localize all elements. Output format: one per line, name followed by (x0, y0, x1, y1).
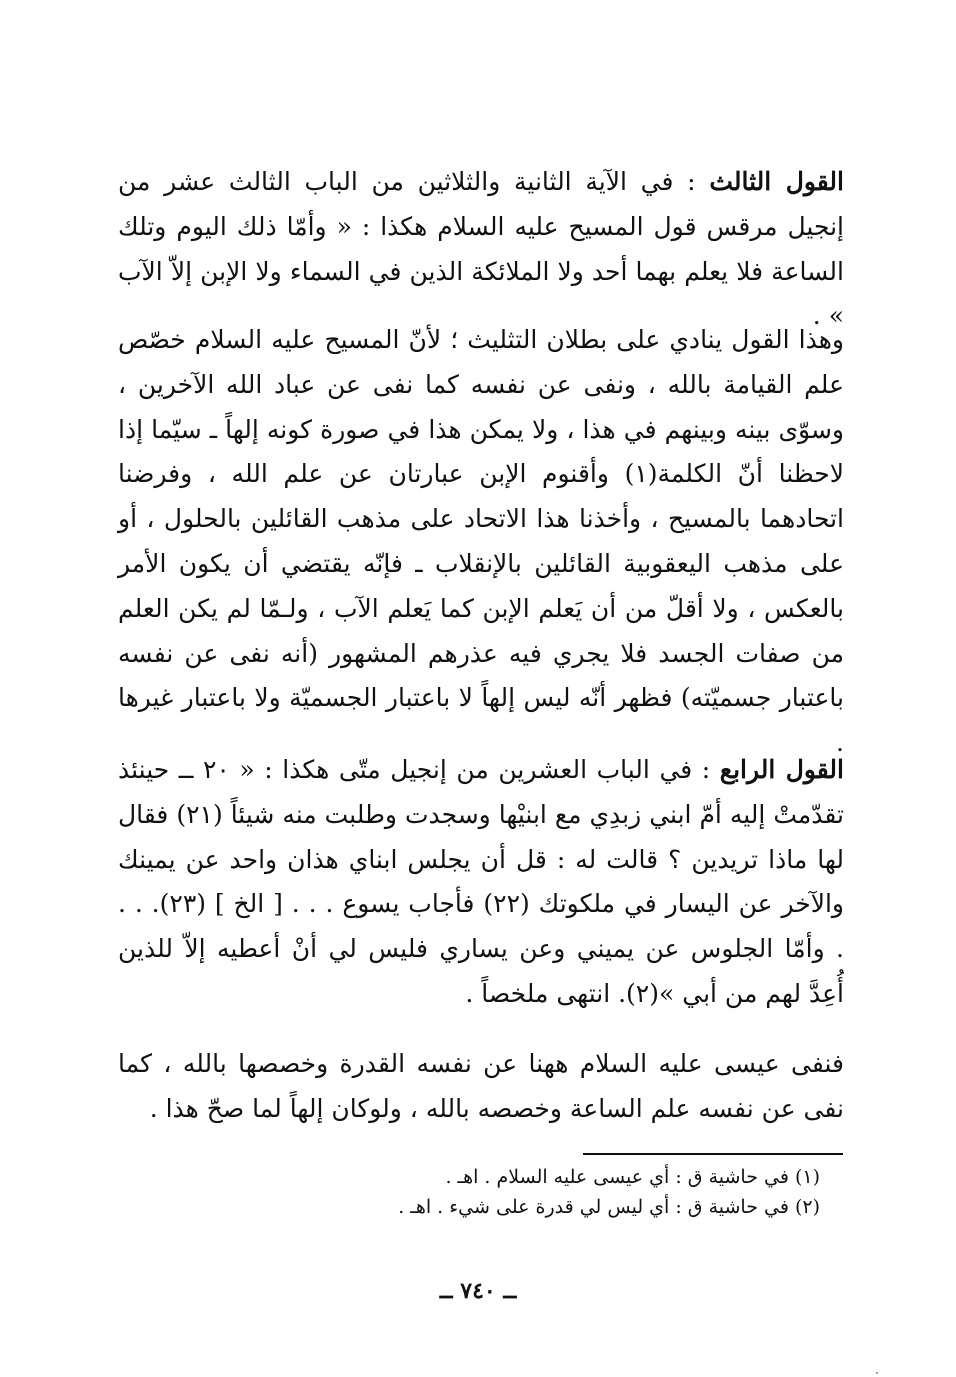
paragraph-third-saying (118, 160, 844, 339)
paragraph-text: فنفى عيسى عليه السلام ههنا عن نفسه القدرة وخصصها بالله ، كما نفى عن نفسه علم الساعة وخصصه بالله ، ولوكان إلهاً لما صحّ هذا . (118, 1049, 844, 1123)
footnotes (300, 1162, 820, 1222)
paragraph-text: : في الآية الثانية والثلاثين من الباب الثالث عشر من إنجيل مرقس قول المسيح عليه السلام هكذا : « وأمّا ذلك اليوم وتلك الساعة فلا يعلم بهما أحد ولا الملائكة الذين في السماء ولا الإبن إلاّ الآب » . (118, 167, 844, 331)
paragraph-body (118, 748, 844, 1017)
page-number: ــ ٧٤٠ ــ (439, 1278, 517, 1304)
footnote-2: (٢) في حاشية ق : أي ليس لي قدرة على شيء . اهـ . (398, 1196, 820, 1218)
section-heading: القول الثالث (709, 167, 844, 196)
paragraph-text: وهذا القول ينادي على بطلان التثليث ؛ لأنّ المسيح عليه السلام خصّص علم القيامة بالله ، ونفى عن نفسه كما نفى عن عباد الله الآخرين ، وسوّى بينه وبينهم في هذا ، ولا يمكن هذا في صورة كونه إلهاً ـ سيّما إذا لاحظنا أنّ الكلمة(١) وأقنوم الإبن عبارتان عن علم الله ، وفرضنا اتحادهما بالمسيح ، وأخذنا هذا الاتحاد على مذهب القائلين بالحلول ، أو على مذهب اليعقوبية القائلين بالإنقلاب ـ فإنّه يقتضي أن يكون الأمر بالعكس ، ولا أقلّ من أن يَعلم الإبن كما يَعلم الآب ، ولـمّا لم يكن العلم من صفات الجسد فلا يجري فيه عذرهم المشهور (أنه نفى عن نفسه باعتبار جسميّته) فظهر أنّه ليس إلهاً لا باعتبار الجسميّة ولا باعتبار غيرها . (118, 325, 844, 758)
footnote-divider (583, 1153, 843, 1155)
section-heading: القول الرابع (719, 755, 844, 784)
paragraph-fourth-saying (118, 748, 844, 1017)
scan-artifact (876, 1372, 878, 1374)
footnote-1: (١) في حاشية ق : أي عيسى عليه السلام . اهـ . (445, 1166, 820, 1188)
paragraph-body (118, 160, 844, 339)
paragraph-text: : في الباب العشرين من إنجيل متّى هكذا : « ٢٠ ــ حينئذ تقدّمتْ إليه أمّ ابني زبدِي مع ابنيْها وسجدت وطلبت منه شيئاً (٢١) فقال لها ماذا تريدين ؟ قالت له : قل أن يجلس ابناي هذان واحد عن يمينك والآخر عن اليسار في ملكوتك (٢٢) فأجاب يسوع . . . [ الخ ] (٢٣). . . . وأمّا الجلوس عن يميني وعن يساري فليس لي أنْ أعطيه إلاّ للذين أُعِدَّ لهم من أبي »(٢). انتهى ملخصاً . (118, 755, 845, 1008)
paragraph-trinity-argument (118, 318, 844, 766)
paragraph-conclusion (118, 1042, 844, 1132)
